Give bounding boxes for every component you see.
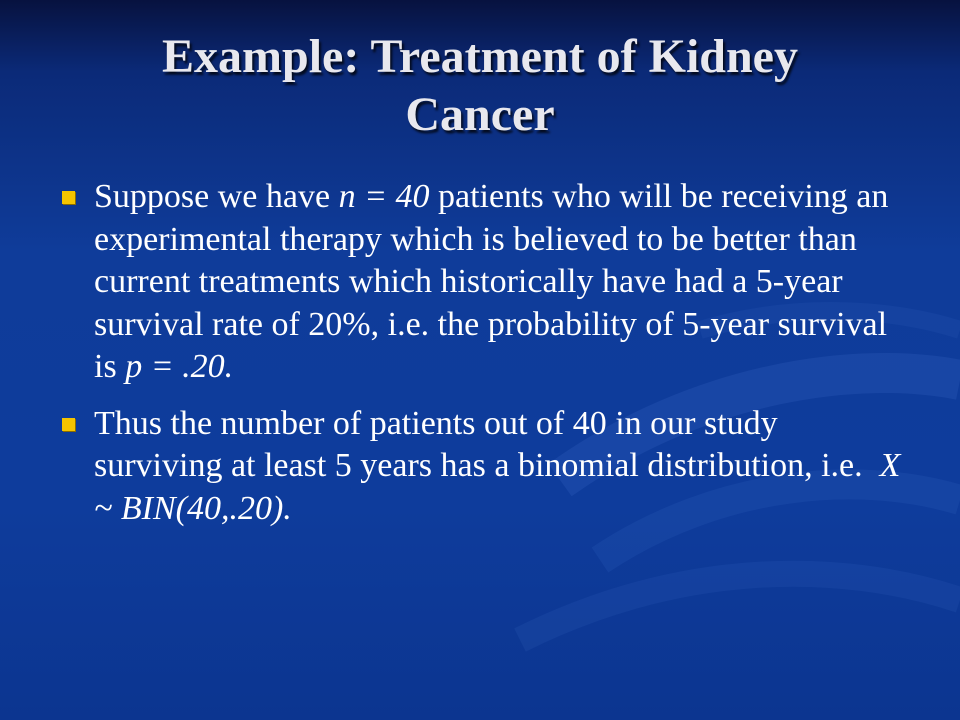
bullet-item-1 <box>60 176 910 389</box>
bullet-2-text: Thus the number of patients out of 40 in our study surviving at least 5 years has a binomial distribution, i.e. <box>94 404 880 484</box>
slide-title-line-1: Example: Treatment of Kidney <box>162 30 798 83</box>
bullet-1-text-cont: patients who will be receiving an experimental therapy which is believed to be better than current treatments which historically have had a 5-year survival rate of 20%, i.e. the probability of 5-year survival is <box>94 178 889 385</box>
bullet-1-var-n: n = 40 <box>338 178 430 215</box>
square-bullet-icon <box>62 418 75 431</box>
bullet-item-2 <box>60 403 910 531</box>
square-bullet-icon <box>62 191 75 204</box>
bullet-2-var-x: X ~ BIN(40,.20). <box>94 447 901 527</box>
slide-title <box>60 28 900 144</box>
bullet-1-text: Suppose we have <box>94 178 339 215</box>
bullet-1-var-p: p = .20. <box>125 348 234 385</box>
slide-title-line-2: Cancer <box>405 88 555 141</box>
bullet-list <box>60 176 910 544</box>
